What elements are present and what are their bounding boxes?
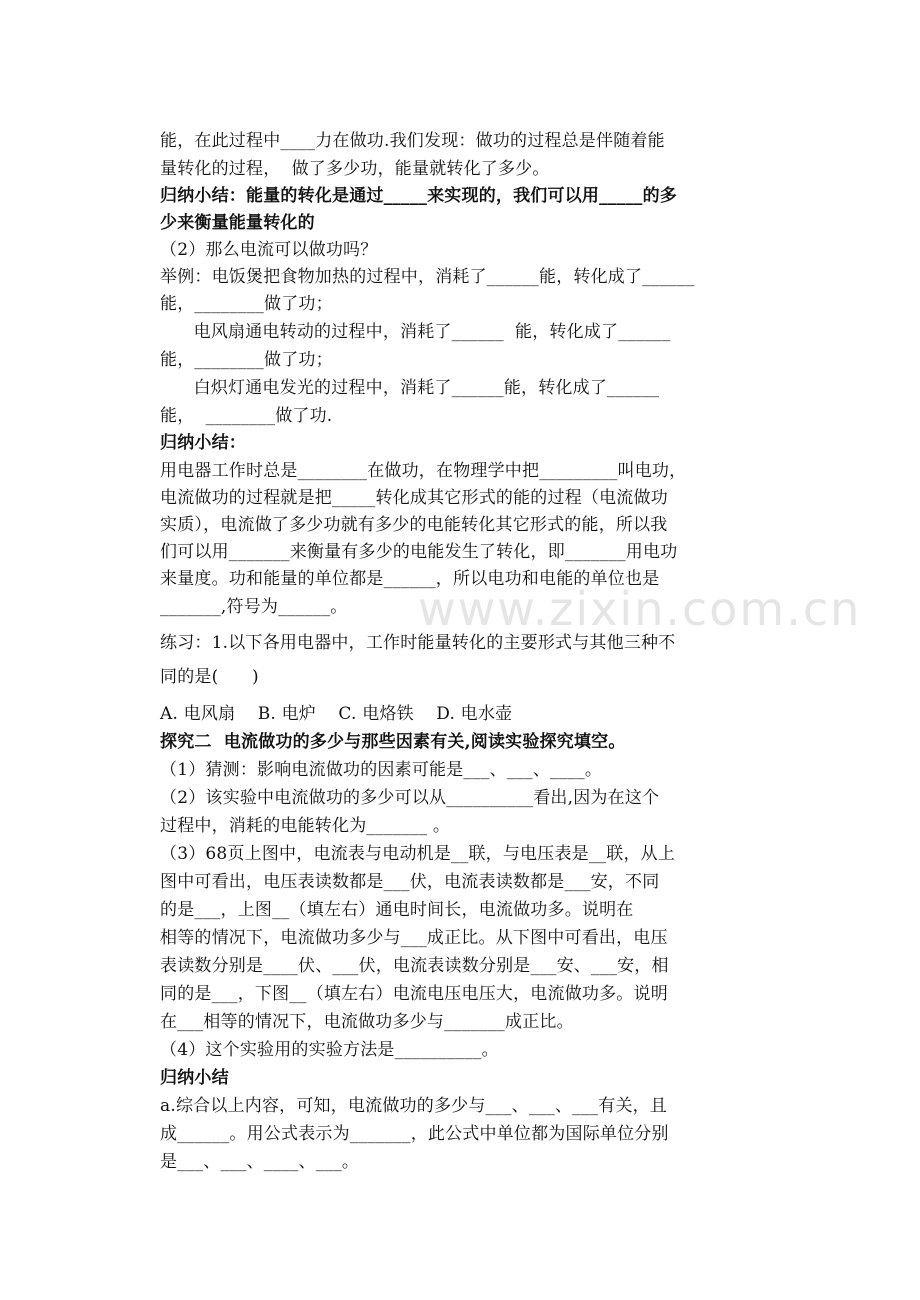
text-line: 能，________做了功； [160,350,333,370]
exercise-line: 练习：1.以下各用电器中，工作时能量转化的主要形式与其他三种不 [160,633,676,653]
summary-heading: 归纳小结： [160,433,246,453]
text-line: 图中可看出，电压表读数都是___伏，电流表读数都是___安，不同 [160,872,660,892]
text-line: 用电器工作时总是________在做功，在物理学中把_________叫电功， [160,461,687,481]
text-line: （2）该实验中电流做功的多少可以从__________看出,因为在这个 [160,788,660,808]
text-line: （2）那么电流可以做功吗？ [160,240,378,260]
text-line: a.综合以上内容，可知，电流做功的多少与___、___、___有关，且 [160,1096,668,1116]
exercise-options: A. 电风扇 B. 电炉 C. 电烙铁 D. 电水壶 [160,704,513,724]
text-line: _______,符号为______。 [160,597,348,617]
text-line: 量转化的过程， 做了多少功，能量就转化了多少。 [160,159,550,179]
text-line: 能，在此过程中____力在做功.我们发现：做功的过程总是伴随着能 [160,131,665,151]
text-line: （4）这个实验用的实验方法是__________。 [160,1040,499,1060]
text-line: 过程中，消耗的电能转化为_______ 。 [160,816,451,836]
text-line: 电风扇通电转动的过程中，消耗了______ 能，转化成了______ [160,322,671,342]
text-line: （3）68页上图中，电流表与电动机是__联，与电压表是__联，从上 [160,844,676,864]
text-line: （1）猜测：影响电流做功的因素可能是___、___、____。 [160,760,603,780]
text-line: 成______。用公式表示为_______，此公式中单位都为国际单位分别 [160,1124,669,1144]
text-line: 同的是___，下图__（填左右）电流电压电压大，电流做功多。说明 [160,984,668,1004]
watermark: www.zixin.com.cn [418,582,862,636]
text-line: 相等的情况下，电流做功多少与___成正比。从下图中可看出，电压 [160,928,668,948]
text-line: 来量度。功和能量的单位都是______，所以电功和电能的单位也是 [160,569,660,589]
exercise-line: 同的是( ) [160,667,259,687]
text-line: 们可以用_______来衡量有多少的电能发生了转化，即_______用电功 [160,542,678,562]
text-line: 举例：电饭煲把食物加热的过程中，消耗了______能，转化成了______ [160,267,695,287]
text-line: 是___、___、____、___。 [160,1152,360,1172]
text-line: 能， ________做了功. [160,406,333,426]
section-heading: 探究二 电流做功的多少与那些因素有关,阅读实验探究填空。 [160,732,626,752]
text-line: 电流做功的过程就是把_____转化成其它形式的能的过程（电流做功 [160,488,668,508]
text-line: 的是___，上图__（填左右）通电时间长，电流做功多。说明在 [160,900,634,920]
summary-heading: 归纳小结：能量的转化是通过_____来实现的，我们可以用_____的多 [160,186,677,206]
text-line: 能，________做了功； [160,294,333,314]
text-line: 在___相等的情况下，电流做功多少与_______成正比。 [160,1012,574,1032]
text-line: 白炽灯通电发光的过程中，消耗了______能，转化成了______ [160,378,660,398]
text-line: 表读数分别是____伏、___伏，电流表读数分别是___安、___安，相 [160,956,669,976]
summary-heading: 少来衡量能量转化的 [160,213,315,233]
text-line: 实质），电流做了多少功就有多少的电能转化其它形式的能，所以我 [160,515,668,535]
summary-heading: 归纳小结 [160,1068,229,1088]
